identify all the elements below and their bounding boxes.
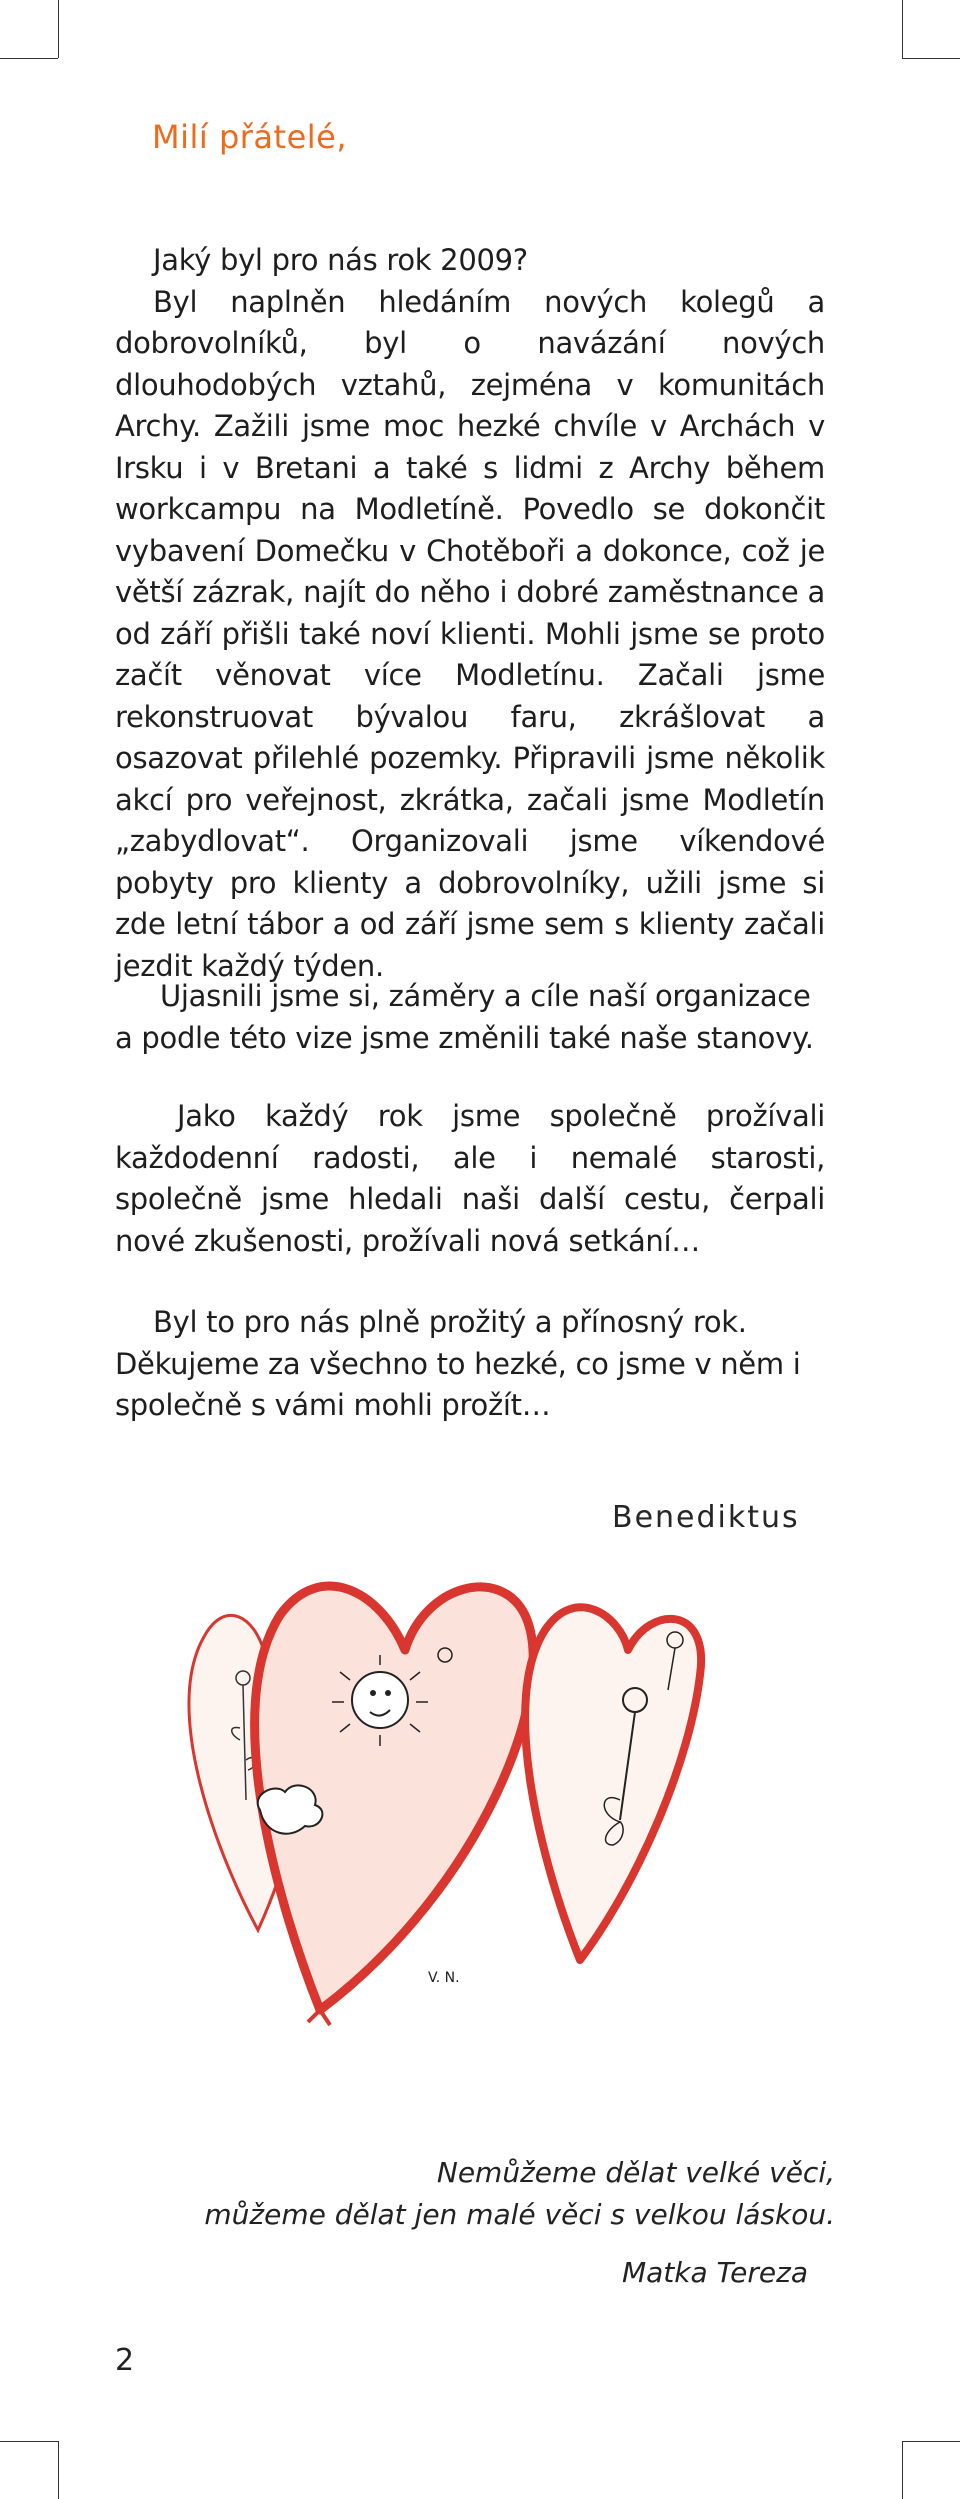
page-number: 2 [115, 2343, 135, 2378]
letter-thanks-paragraph: Byl to pro nás plně prožitý a přínosný rok. Děkujeme za všechno to hezké, co jsme v něm i společně s vámi mohli prožít… [115, 1305, 801, 1422]
crop-mark-top-left [58, 0, 59, 58]
letter-paragraph-1 [115, 240, 825, 987]
signature: Benediktus [612, 1500, 800, 1535]
crop-mark-top-left-h [0, 58, 58, 59]
right-heart-icon [525, 1607, 701, 1960]
greeting-heading: Milí přátelé, [152, 118, 348, 156]
letter-question: Jaký byl pro nás rok 2009? [153, 243, 528, 277]
crop-mark-bottom-right [902, 2441, 903, 2499]
crop-mark-top-right [902, 0, 903, 58]
letter-paragraph-4 [115, 1302, 825, 1427]
quote-author: Matka Tereza [621, 2256, 808, 2289]
big-heart-icon [255, 1586, 534, 2025]
letter-joys-paragraph: Jako každý rok jsme společně prožívali každodenní radosti, ale i nemalé starosti, společně jsme hledali naši další cestu, čerpali nové zkušenosti, prožívali nová setkání… [115, 1099, 825, 1258]
crop-mark-bottom-left [58, 2441, 59, 2499]
crop-mark-top-right-h [902, 58, 960, 59]
letter-paragraph-2 [115, 976, 825, 1059]
quote-block [135, 2152, 835, 2236]
hearts-drawing [180, 1560, 840, 2030]
drawing-initials: V. N. [428, 1970, 460, 1986]
letter-paragraph-3 [115, 1096, 825, 1262]
quote-line-1: Nemůžeme dělat velké věci, [436, 2156, 835, 2189]
letter-goals-paragraph: Ujasnili jsme si, záměry a cíle naší organizace a podle této vize jsme změnili také naše stanovy. [115, 979, 814, 1055]
crop-mark-bottom-right-h [902, 2441, 960, 2442]
quote-line-2: můžeme dělat jen malé věci s velkou láskou. [204, 2198, 835, 2231]
crop-mark-bottom-left-h [0, 2441, 58, 2442]
letter-main-paragraph: Byl naplněn hledáním nových kolegů a dobrovolníků, byl o navázání nových dlouhodobých vztahů, zejména v komunitách Archy. Zažili jsme moc hezké chvíle v Archách v Irsku i v Bretani a také s lidmi z Archy během workcampu na Modletíně. Povedlo se dokončit vybavení Domečku v Chotěboři a dokonce, což je větší zázrak, najít do něho i dobré zaměstnance a od září přišli také noví klienti. Mohli jsme se proto začít věnovat více Modletínu. Začali jsme rekonstruovat bývalou faru, zkrášlovat a osazovat přilehlé pozemky. Připravili jsme několik akcí pro veřejnost, zkrátka, začali jsme Modletín „zabydlovat“. Organizovali jsme víkendové pobyty pro klienty a dobrovolníky, užili jsme si zde letní tábor a od září jsme sem s klienty začali jezdit každý týden. [115, 284, 825, 983]
